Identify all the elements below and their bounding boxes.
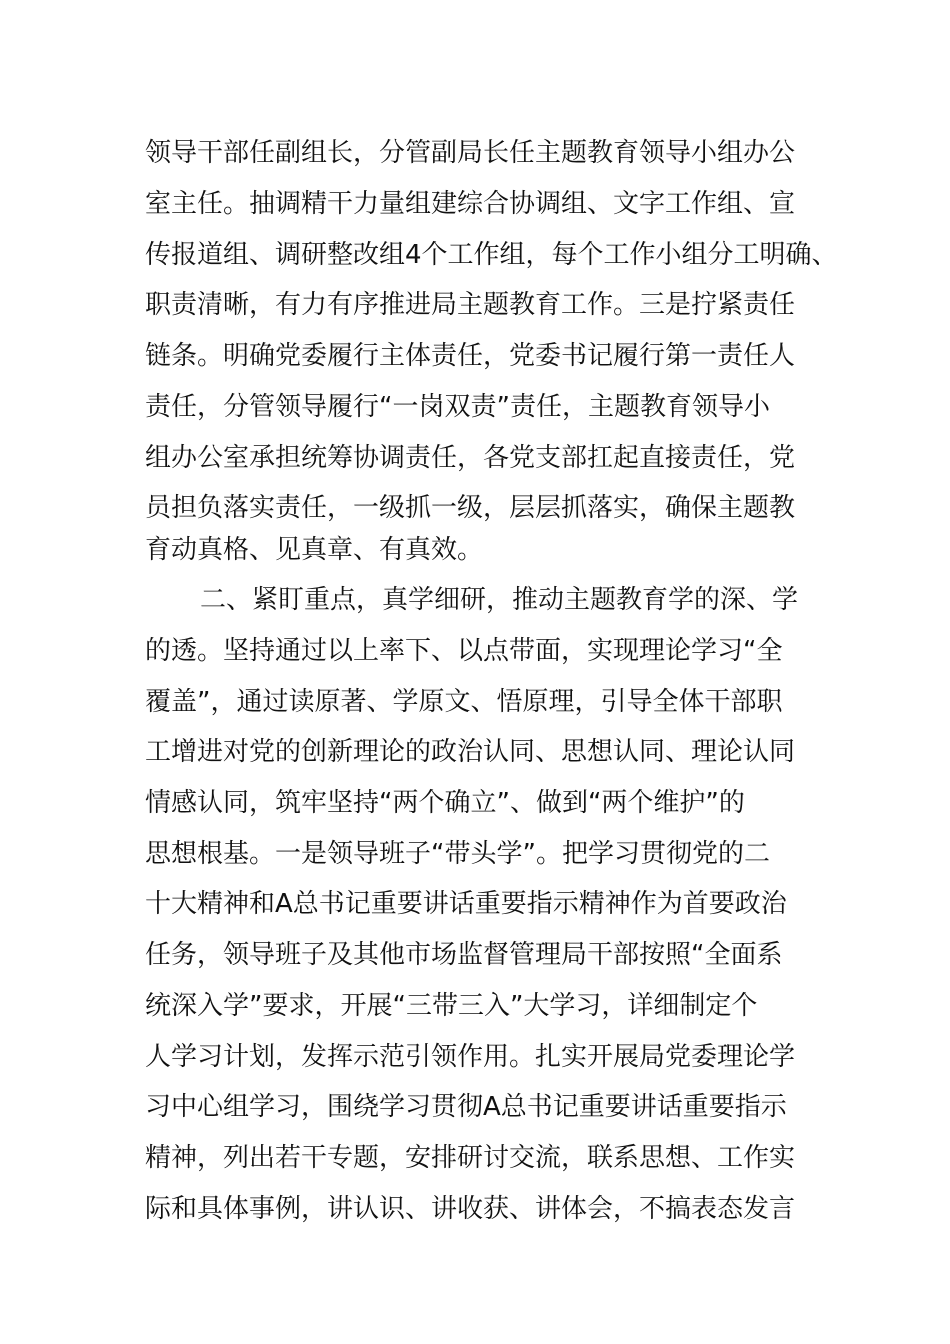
text-line: 员担负落实责任，一级抓一级，层层抓落实，确保主题教 <box>145 493 796 523</box>
text-line: 责任，分管领导履行“一岗双责”责任，主题教育领导小 <box>145 392 770 422</box>
text-line: 精神，列出若干专题，安排研讨交流，联系思想、工作实 <box>145 1143 796 1173</box>
text-line: 情感认同，筑牢坚持“两个确立”、做到“两个维护”的 <box>145 788 745 818</box>
section-heading-line: 二、紧盯重点，真学细研，推动主题教育学的深、学 <box>200 585 799 615</box>
text-line: 育动真格、见真章、有真效。 <box>145 535 484 565</box>
text-line: 链条。明确党委履行主体责任，党委书记履行第一责任人 <box>145 341 796 371</box>
text-line: 职责清晰，有力有序推进局主题教育工作。三是拧紧责任 <box>145 290 796 320</box>
text-line: 传报道组、调研整改组4个工作组，每个工作小组分工明确、 <box>145 240 838 270</box>
text-line: 十大精神和A总书记重要讲话重要指示精神作为首要政治 <box>145 889 787 919</box>
text-line: 任务，领导班子及其他市场监督管理局干部按照“全面系 <box>145 940 783 970</box>
text-line: 习中心组学习，围绕学习贯彻A总书记重要讲话重要指示 <box>145 1092 787 1122</box>
text-line: 覆盖”，通过读原著、学原文、悟原理，引导全体干部职 <box>145 687 783 717</box>
text-line: 的透。坚持通过以上率下、以点带面，实现理论学习“全 <box>145 636 783 666</box>
text-line: 组办公室承担统筹协调责任，各党支部扛起直接责任，党 <box>145 443 796 473</box>
text-line: 思想根基。一是领导班子“带头学”。把学习贯彻党的二 <box>145 839 770 869</box>
text-line: 室主任。抽调精干力量组建综合协调组、文字工作组、宣 <box>145 189 796 219</box>
text-line: 际和具体事例，讲认识、讲收获、讲体会，不搞表态发言 <box>145 1194 796 1224</box>
text-line: 统深入学”要求，开展“三带三入”大学习，详细制定个 <box>145 991 758 1021</box>
text-line: 领导干部任副组长，分管副局长任主题教育领导小组办公 <box>145 138 796 168</box>
text-line: 人学习计划，发挥示范引领作用。扎实开展局党委理论学 <box>145 1042 796 1072</box>
text-line: 工增进对党的创新理论的政治认同、思想认同、理论认同 <box>145 737 796 767</box>
